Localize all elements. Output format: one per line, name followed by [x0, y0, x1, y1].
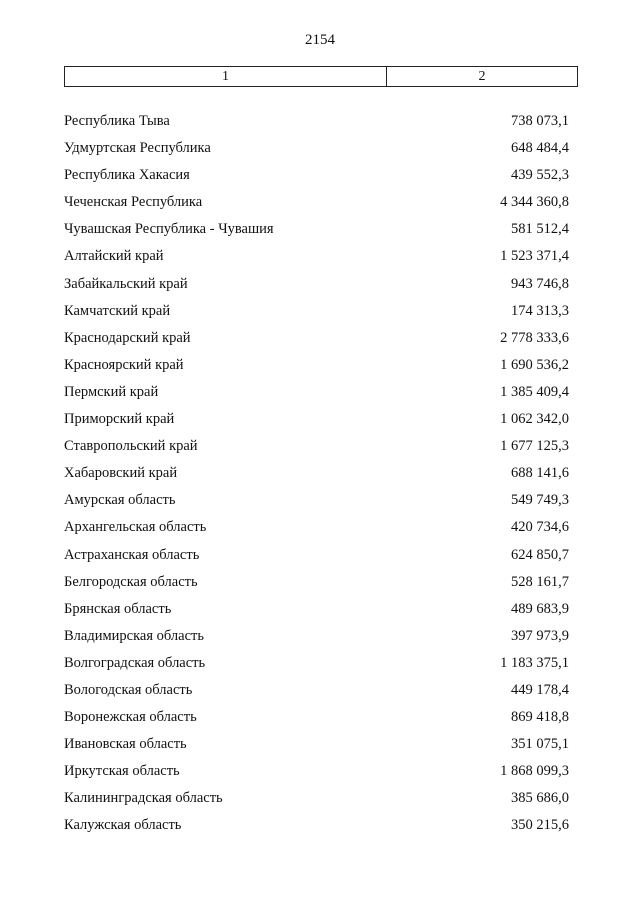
table-row: [0, 514, 640, 541]
table-row: [0, 812, 640, 839]
region-value: 528 161,7: [511, 573, 569, 590]
table-row: [0, 325, 640, 352]
region-value: 449 178,4: [511, 681, 569, 698]
region-value: 397 973,9: [511, 627, 569, 644]
region-name: Красноярский край: [64, 356, 184, 373]
region-name: Ивановская область: [64, 736, 187, 753]
region-value: 738 073,1: [511, 113, 569, 129]
table-row: [0, 542, 640, 569]
table-row: [0, 704, 640, 731]
region-name: Амурская область: [64, 492, 176, 509]
region-name: Удмуртская Республика: [64, 140, 211, 157]
table-row: [0, 298, 640, 325]
region-name: Иркутская область: [64, 763, 180, 780]
region-value: 624 850,7: [511, 546, 569, 563]
region-value: 1 385 409,4: [500, 383, 569, 400]
region-name: Архангельская область: [64, 519, 207, 536]
region-value: 1 183 375,1: [500, 654, 569, 671]
region-value: 439 552,3: [511, 167, 569, 184]
table-row: [0, 677, 640, 704]
region-value: 420 734,6: [511, 519, 569, 536]
region-name: Ставропольский край: [64, 438, 198, 455]
region-name: Чувашская Республика - Чувашия: [64, 221, 274, 238]
region-name: Забайкальский край: [64, 275, 188, 292]
table-row: [0, 379, 640, 406]
column-header-table: [64, 66, 578, 87]
region-name: Калининградская область: [64, 790, 223, 807]
table-row: [0, 216, 640, 243]
table-row: [0, 758, 640, 785]
table-row: [0, 569, 640, 596]
region-value: 1 690 536,2: [500, 356, 569, 373]
table-row: [0, 650, 640, 677]
page-number: 2154: [305, 32, 335, 48]
region-name: Хабаровский край: [64, 465, 178, 482]
region-value: 648 484,4: [511, 140, 569, 157]
region-name: Пермский край: [64, 383, 159, 400]
region-name: Алтайский край: [64, 248, 164, 265]
region-value: 489 683,9: [511, 600, 569, 617]
region-value: 869 418,8: [511, 709, 569, 726]
region-name: Волгоградская область: [64, 654, 206, 671]
region-value: 1 523 371,4: [500, 248, 569, 265]
table-row: [0, 487, 640, 514]
region-value: 943 746,8: [511, 275, 569, 292]
region-name: Астраханская область: [64, 546, 200, 563]
region-value: 549 749,3: [511, 492, 569, 509]
region-name: Калужская область: [64, 817, 182, 834]
table-row: [0, 108, 640, 135]
region-value: 1 868 099,3: [500, 763, 569, 780]
table-row: [0, 271, 640, 298]
region-name: Камчатский край: [64, 302, 171, 319]
table-row: [0, 406, 640, 433]
region-name: Краснодарский край: [64, 329, 191, 346]
table-row: [0, 189, 640, 216]
table-row: [0, 785, 640, 812]
data-rows: [0, 108, 640, 840]
region-name: Вологодская область: [64, 681, 193, 698]
table-row: [0, 460, 640, 487]
region-value: 1 062 342,0: [500, 411, 569, 428]
region-name: Приморский край: [64, 411, 175, 428]
table-row: [0, 433, 640, 460]
column-header-2: 2: [478, 68, 486, 84]
region-value: 688 141,6: [511, 465, 569, 482]
region-name: Владимирская область: [64, 627, 204, 644]
table-row: [0, 243, 640, 270]
region-name: Воронежская область: [64, 709, 197, 726]
region-value: 581 512,4: [511, 221, 569, 238]
region-value: 1 677 125,3: [500, 438, 569, 455]
region-name: Республика Тыва: [64, 113, 170, 129]
region-name: Чеченская Республика: [64, 194, 203, 211]
table-row: [0, 162, 640, 189]
table-row: [0, 623, 640, 650]
table-row: [0, 731, 640, 758]
region-value: 174 313,3: [511, 302, 569, 319]
region-value: 4 344 360,8: [500, 194, 569, 211]
column-header-1: 1: [65, 67, 387, 86]
region-value: 350 215,6: [511, 817, 569, 834]
region-name: Брянская область: [64, 600, 172, 617]
region-name: Белгородская область: [64, 573, 198, 590]
region-name: Республика Хакасия: [64, 167, 190, 184]
region-value: 2 778 333,6: [500, 329, 569, 346]
region-value: 351 075,1: [511, 736, 569, 753]
table-row: [0, 596, 640, 623]
region-value: 385 686,0: [511, 790, 569, 807]
table-row: [0, 352, 640, 379]
table-row: [0, 135, 640, 162]
